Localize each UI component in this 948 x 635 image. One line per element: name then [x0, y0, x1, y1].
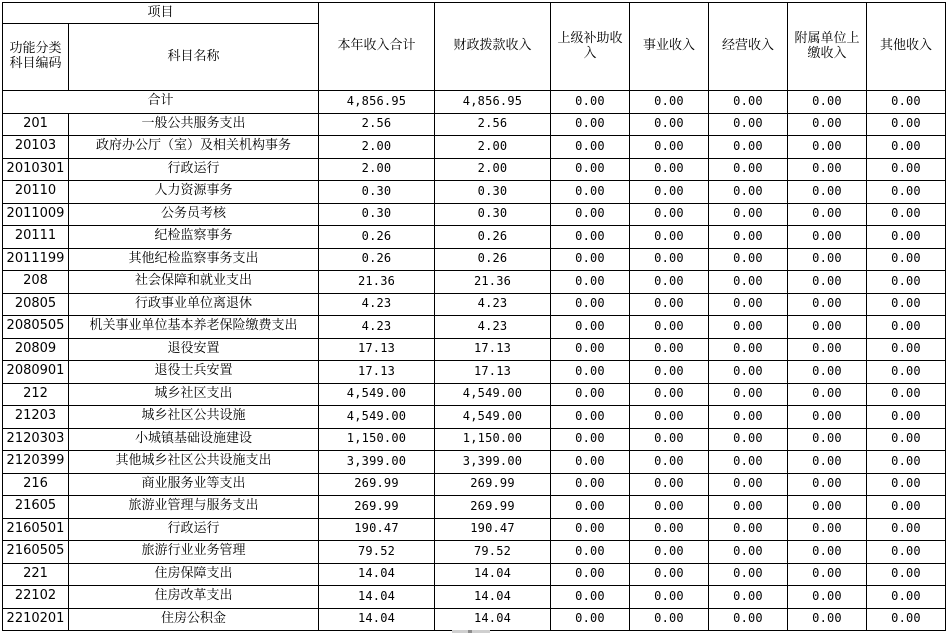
- amount-cell: 0.00: [630, 248, 709, 271]
- table-row: [3, 608, 946, 631]
- total-value: 0.00: [630, 91, 709, 114]
- amount-cell: 0.00: [867, 406, 946, 429]
- table-row: [3, 203, 946, 226]
- amount-cell: 0.00: [551, 586, 630, 609]
- amount-cell: 0.00: [551, 181, 630, 204]
- amount-cell: 0.00: [788, 293, 867, 316]
- amount-cell: 0.00: [709, 361, 788, 384]
- subject-name: 退役安置: [69, 338, 319, 361]
- table-row: [3, 496, 946, 519]
- amount-cell: 4,549.00: [319, 383, 435, 406]
- subject-name: 行政事业单位离退休: [69, 293, 319, 316]
- subject-code: 21203: [3, 406, 69, 429]
- table-row: [3, 271, 946, 294]
- amount-cell: 0.00: [709, 473, 788, 496]
- amount-cell: 0.00: [867, 271, 946, 294]
- amount-cell: 0.00: [709, 113, 788, 136]
- amount-cell: 0.00: [551, 316, 630, 339]
- subject-name: 住房公积金: [69, 608, 319, 631]
- amount-cell: 0.00: [551, 608, 630, 631]
- amount-cell: 0.00: [551, 158, 630, 181]
- subject-name: 公务员考核: [69, 203, 319, 226]
- amount-cell: 0.00: [867, 518, 946, 541]
- amount-cell: 0.00: [709, 608, 788, 631]
- amount-cell: 0.00: [867, 293, 946, 316]
- amount-cell: 0.00: [709, 181, 788, 204]
- amount-cell: 0.00: [788, 541, 867, 564]
- amount-cell: 0.00: [788, 406, 867, 429]
- subject-name: 其他城乡社区公共设施支出: [69, 451, 319, 474]
- amount-cell: 0.00: [867, 113, 946, 136]
- subject-code: 216: [3, 473, 69, 496]
- subject-name: 行政运行: [69, 518, 319, 541]
- total-value: 0.00: [788, 91, 867, 114]
- amount-cell: 0.00: [709, 248, 788, 271]
- amount-cell: 0.00: [867, 158, 946, 181]
- table-row: [3, 361, 946, 384]
- amount-cell: 14.04: [435, 563, 551, 586]
- table-row: [3, 406, 946, 429]
- column-header-superior-subsidy: 上级补助收入: [551, 3, 630, 91]
- amount-cell: 0.00: [551, 383, 630, 406]
- amount-cell: 0.00: [630, 271, 709, 294]
- amount-cell: 4,549.00: [319, 406, 435, 429]
- amount-cell: 2.56: [319, 113, 435, 136]
- subject-name: 小城镇基础设施建设: [69, 428, 319, 451]
- subject-name: 住房保障支出: [69, 563, 319, 586]
- amount-cell: 0.00: [709, 451, 788, 474]
- amount-cell: 190.47: [435, 518, 551, 541]
- subject-name: 商业服务业等支出: [69, 473, 319, 496]
- table-row: [3, 518, 946, 541]
- amount-cell: 2.56: [435, 113, 551, 136]
- subject-code: 21605: [3, 496, 69, 519]
- amount-cell: 17.13: [435, 361, 551, 384]
- table-row: [3, 113, 946, 136]
- amount-cell: 0.00: [788, 181, 867, 204]
- subject-code: 201: [3, 113, 69, 136]
- column-header-affiliated-units-income: 附属单位上缴收入: [788, 3, 867, 91]
- amount-cell: 0.00: [788, 451, 867, 474]
- amount-cell: 2.00: [319, 158, 435, 181]
- amount-cell: 3,399.00: [319, 451, 435, 474]
- table-row: [3, 338, 946, 361]
- amount-cell: 0.00: [709, 406, 788, 429]
- table-row: [3, 136, 946, 159]
- amount-cell: 0.00: [788, 383, 867, 406]
- amount-cell: 4.23: [319, 316, 435, 339]
- amount-cell: 269.99: [435, 473, 551, 496]
- amount-cell: 0.00: [551, 563, 630, 586]
- table-row: [3, 383, 946, 406]
- header-row-top: [3, 3, 946, 24]
- amount-cell: 14.04: [319, 586, 435, 609]
- amount-cell: 0.00: [788, 428, 867, 451]
- table-row: [3, 293, 946, 316]
- subject-name: 退役士兵安置: [69, 361, 319, 384]
- amount-cell: 0.00: [788, 473, 867, 496]
- amount-cell: 0.00: [867, 428, 946, 451]
- amount-cell: 0.00: [788, 203, 867, 226]
- amount-cell: 0.00: [630, 473, 709, 496]
- project-header: 项目: [3, 3, 319, 24]
- table-row: [3, 541, 946, 564]
- amount-cell: 1,150.00: [435, 428, 551, 451]
- amount-cell: 0.00: [867, 361, 946, 384]
- total-row: [3, 91, 946, 114]
- amount-cell: 0.00: [709, 383, 788, 406]
- column-header-other-income: 其他收入: [867, 3, 946, 91]
- amount-cell: 0.00: [867, 316, 946, 339]
- subject-code: 20805: [3, 293, 69, 316]
- amount-cell: 0.00: [630, 136, 709, 159]
- amount-cell: 0.00: [630, 586, 709, 609]
- amount-cell: 3,399.00: [435, 451, 551, 474]
- amount-cell: 0.00: [630, 451, 709, 474]
- total-value: 0.00: [867, 91, 946, 114]
- amount-cell: 0.00: [788, 248, 867, 271]
- amount-cell: 1,150.00: [319, 428, 435, 451]
- amount-cell: 0.00: [551, 226, 630, 249]
- subject-name: 住房改革支出: [69, 586, 319, 609]
- amount-cell: 17.13: [435, 338, 551, 361]
- amount-cell: 0.00: [551, 113, 630, 136]
- amount-cell: 0.26: [319, 226, 435, 249]
- amount-cell: 14.04: [435, 608, 551, 631]
- subject-code: 20111: [3, 226, 69, 249]
- amount-cell: 0.00: [709, 226, 788, 249]
- amount-cell: 4.23: [435, 316, 551, 339]
- amount-cell: 0.00: [867, 473, 946, 496]
- subject-code: 2120399: [3, 451, 69, 474]
- column-header-operating-income: 经营收入: [709, 3, 788, 91]
- subject-code: 2120303: [3, 428, 69, 451]
- amount-cell: 0.00: [551, 361, 630, 384]
- amount-cell: 0.00: [867, 248, 946, 271]
- amount-cell: 0.00: [709, 496, 788, 519]
- amount-cell: 0.00: [551, 518, 630, 541]
- amount-cell: 0.00: [630, 203, 709, 226]
- column-header-fiscal-appropriation: 财政拨款收入: [435, 3, 551, 91]
- table-row: [3, 316, 946, 339]
- amount-cell: 0.00: [788, 226, 867, 249]
- subject-name: 一般公共服务支出: [69, 113, 319, 136]
- amount-cell: 0.00: [788, 113, 867, 136]
- amount-cell: 0.00: [867, 496, 946, 519]
- subject-code: 20110: [3, 181, 69, 204]
- subject-code: 2210201: [3, 608, 69, 631]
- amount-cell: 0.00: [551, 406, 630, 429]
- table-row: [3, 563, 946, 586]
- amount-cell: 0.00: [630, 608, 709, 631]
- subject-code: 221: [3, 563, 69, 586]
- amount-cell: 0.00: [709, 518, 788, 541]
- subject-name: 社会保障和就业支出: [69, 271, 319, 294]
- amount-cell: 0.26: [319, 248, 435, 271]
- amount-cell: 0.00: [551, 473, 630, 496]
- amount-cell: 0.00: [551, 451, 630, 474]
- amount-cell: 0.00: [630, 181, 709, 204]
- table-row: [3, 473, 946, 496]
- total-value: 0.00: [709, 91, 788, 114]
- subject-code: 2010301: [3, 158, 69, 181]
- income-budget-sheet: [2, 2, 946, 631]
- amount-cell: 0.00: [867, 586, 946, 609]
- amount-cell: 0.00: [630, 226, 709, 249]
- amount-cell: 0.00: [551, 428, 630, 451]
- amount-cell: 4,549.00: [435, 383, 551, 406]
- amount-cell: 0.00: [709, 428, 788, 451]
- amount-cell: 0.00: [709, 541, 788, 564]
- table-row: [3, 451, 946, 474]
- amount-cell: 4.23: [319, 293, 435, 316]
- subject-code: 2011009: [3, 203, 69, 226]
- subject-name: 旅游业管理与服务支出: [69, 496, 319, 519]
- amount-cell: 0.00: [709, 316, 788, 339]
- amount-cell: 0.00: [867, 563, 946, 586]
- amount-cell: 0.30: [435, 181, 551, 204]
- amount-cell: 4,549.00: [435, 406, 551, 429]
- amount-cell: 0.00: [788, 586, 867, 609]
- amount-cell: 0.00: [630, 113, 709, 136]
- amount-cell: 0.00: [867, 338, 946, 361]
- amount-cell: 2.00: [435, 136, 551, 159]
- amount-cell: 0.30: [319, 181, 435, 204]
- subject-name: 政府办公厅（室）及相关机构事务: [69, 136, 319, 159]
- total-value: 4,856.95: [435, 91, 551, 114]
- amount-cell: 0.00: [709, 563, 788, 586]
- amount-cell: 0.00: [867, 451, 946, 474]
- amount-cell: 0.00: [788, 518, 867, 541]
- subject-name: 其他纪检监察事务支出: [69, 248, 319, 271]
- subject-code: 2160501: [3, 518, 69, 541]
- amount-cell: 0.00: [788, 338, 867, 361]
- subject-code: 20103: [3, 136, 69, 159]
- amount-cell: 0.00: [867, 226, 946, 249]
- subject-name: 城乡社区支出: [69, 383, 319, 406]
- amount-cell: 0.00: [867, 203, 946, 226]
- amount-cell: 0.00: [630, 563, 709, 586]
- amount-cell: 0.00: [709, 158, 788, 181]
- amount-cell: 14.04: [435, 586, 551, 609]
- amount-cell: 0.00: [709, 136, 788, 159]
- amount-cell: 0.00: [551, 496, 630, 519]
- amount-cell: 0.00: [630, 518, 709, 541]
- amount-cell: 0.00: [788, 271, 867, 294]
- total-value: 4,856.95: [319, 91, 435, 114]
- amount-cell: 0.00: [551, 248, 630, 271]
- amount-cell: 0.30: [435, 203, 551, 226]
- table-row: [3, 181, 946, 204]
- amount-cell: 0.00: [630, 383, 709, 406]
- amount-cell: 0.00: [630, 428, 709, 451]
- subject-name: 纪检监察事务: [69, 226, 319, 249]
- amount-cell: 0.00: [630, 316, 709, 339]
- amount-cell: 21.36: [319, 271, 435, 294]
- amount-cell: 0.00: [709, 271, 788, 294]
- amount-cell: 0.00: [709, 586, 788, 609]
- amount-cell: 0.00: [630, 293, 709, 316]
- code-column-header: 功能分类科目编码: [3, 24, 69, 91]
- amount-cell: 0.26: [435, 226, 551, 249]
- amount-cell: 190.47: [319, 518, 435, 541]
- amount-cell: 0.00: [867, 383, 946, 406]
- subject-name: 行政运行: [69, 158, 319, 181]
- amount-cell: 0.00: [630, 361, 709, 384]
- subject-name: 机关事业单位基本养老保险缴费支出: [69, 316, 319, 339]
- amount-cell: 269.99: [319, 496, 435, 519]
- table-row: [3, 158, 946, 181]
- amount-cell: 0.00: [551, 203, 630, 226]
- subject-code: 22102: [3, 586, 69, 609]
- amount-cell: 0.00: [788, 563, 867, 586]
- amount-cell: 0.30: [319, 203, 435, 226]
- amount-cell: 0.00: [551, 338, 630, 361]
- amount-cell: 0.00: [788, 496, 867, 519]
- column-header-total-income: 本年收入合计: [319, 3, 435, 91]
- subject-code: 2080901: [3, 361, 69, 384]
- subject-name: 人力资源事务: [69, 181, 319, 204]
- amount-cell: 79.52: [319, 541, 435, 564]
- amount-cell: 0.00: [867, 541, 946, 564]
- amount-cell: 14.04: [319, 563, 435, 586]
- amount-cell: 2.00: [319, 136, 435, 159]
- amount-cell: 269.99: [435, 496, 551, 519]
- amount-cell: 0.00: [867, 136, 946, 159]
- amount-cell: 0.00: [630, 541, 709, 564]
- column-header-business-income: 事业收入: [630, 3, 709, 91]
- amount-cell: 0.00: [630, 496, 709, 519]
- table-row: [3, 586, 946, 609]
- amount-cell: 0.00: [551, 293, 630, 316]
- amount-cell: 0.00: [788, 316, 867, 339]
- amount-cell: 0.00: [630, 338, 709, 361]
- subject-name: 旅游行业业务管理: [69, 541, 319, 564]
- amount-cell: 269.99: [319, 473, 435, 496]
- amount-cell: 0.00: [867, 181, 946, 204]
- table-row: [3, 248, 946, 271]
- amount-cell: 0.00: [551, 271, 630, 294]
- amount-cell: 0.00: [788, 158, 867, 181]
- subject-code: 2011199: [3, 248, 69, 271]
- subject-code: 2160505: [3, 541, 69, 564]
- amount-cell: 0.26: [435, 248, 551, 271]
- amount-cell: 17.13: [319, 338, 435, 361]
- subject-code: 208: [3, 271, 69, 294]
- subject-code: 212: [3, 383, 69, 406]
- amount-cell: 0.00: [551, 136, 630, 159]
- table-row: [3, 226, 946, 249]
- subject-code: 2080505: [3, 316, 69, 339]
- amount-cell: 0.00: [630, 406, 709, 429]
- amount-cell: 0.00: [551, 541, 630, 564]
- amount-cell: 0.00: [709, 203, 788, 226]
- subject-name: 城乡社区公共设施: [69, 406, 319, 429]
- total-value: 0.00: [551, 91, 630, 114]
- income-budget-table: [2, 2, 946, 631]
- name-column-header: 科目名称: [69, 24, 319, 91]
- scroll-grip-icon: [468, 630, 472, 633]
- total-label: 合计: [3, 91, 319, 114]
- amount-cell: 17.13: [319, 361, 435, 384]
- amount-cell: 0.00: [709, 293, 788, 316]
- amount-cell: 14.04: [319, 608, 435, 631]
- amount-cell: 79.52: [435, 541, 551, 564]
- amount-cell: 4.23: [435, 293, 551, 316]
- amount-cell: 0.00: [630, 158, 709, 181]
- amount-cell: 0.00: [788, 608, 867, 631]
- amount-cell: 21.36: [435, 271, 551, 294]
- subject-code: 20809: [3, 338, 69, 361]
- amount-cell: 0.00: [867, 608, 946, 631]
- amount-cell: 0.00: [788, 361, 867, 384]
- table-row: [3, 428, 946, 451]
- amount-cell: 2.00: [435, 158, 551, 181]
- amount-cell: 0.00: [788, 136, 867, 159]
- amount-cell: 0.00: [709, 338, 788, 361]
